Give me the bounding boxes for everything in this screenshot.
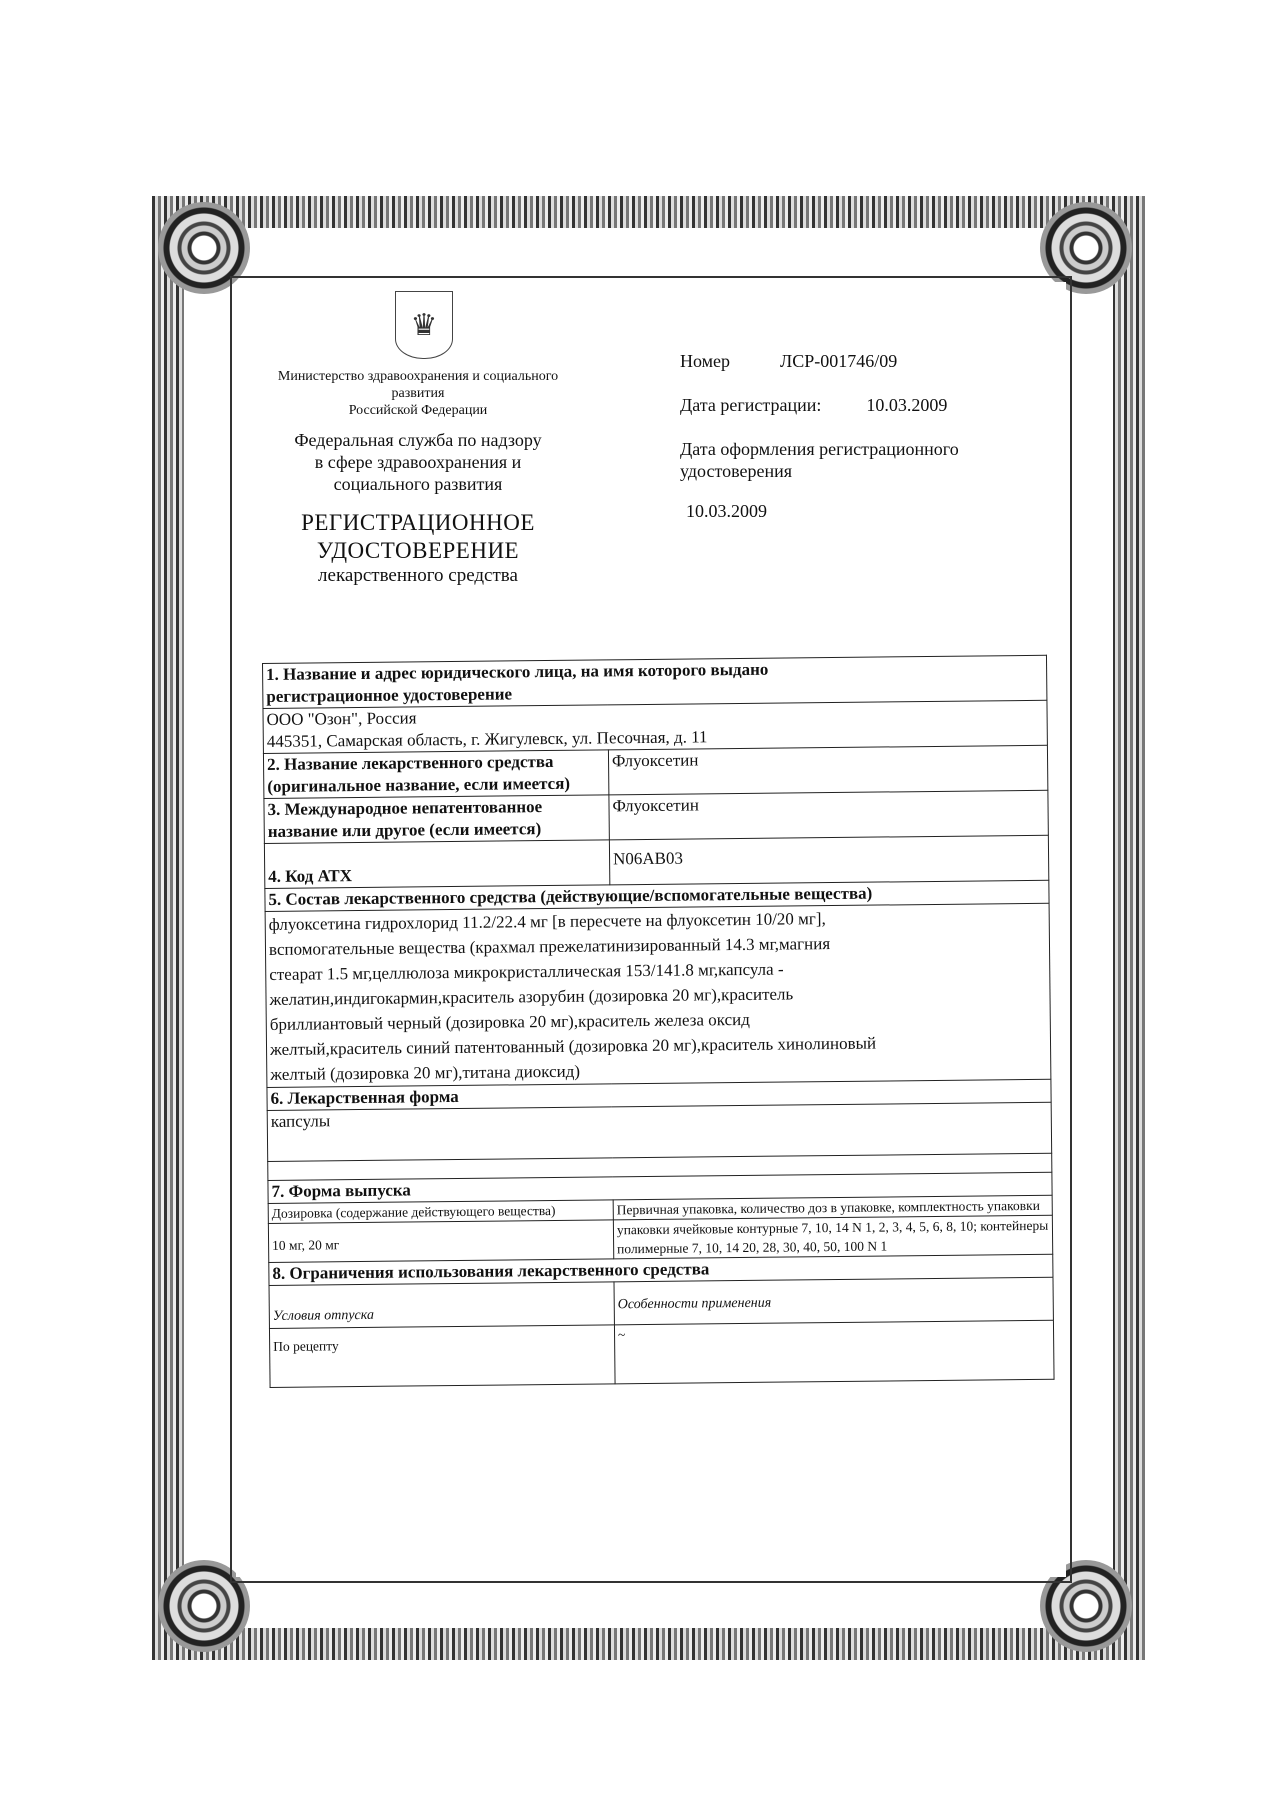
section-1-value: ООО "Озон", Россия 445351, Самарская область, г. Жигулевск, ул. Песочная, д. 11 [263,700,1047,753]
coat-of-arms-icon: ♛ [395,291,453,359]
section-6-title: 6. Лекарственная форма [267,1079,1051,1110]
corner-ornament-icon [158,202,250,294]
section-7-values: 10 мг, 20 мг упаковки ячейковые контурные 7, 10, 14 N 1, 2, 3, 4, 5, 6, 8, 10; контейнеры полимерные 7, 10, 14 20, 28, 30, 40, 50, 100 N 1 [268,1215,1052,1262]
document-subtitle: лекарственного средства [318,565,518,586]
section-7-title: 7. Форма выпуска [268,1172,1052,1203]
issuer-header [232,368,604,587]
section-1-title: 1. Название и адрес юридического лица, на имя которого выдано регистрационное удостоверение [263,655,1047,708]
registration-info [680,350,1040,522]
section-8-values: По рецепту ~ [269,1320,1054,1387]
issue-date-value: 10.03.2009 [686,501,767,521]
section-8-headers: Условия отпуска Особенности применения [269,1277,1053,1328]
section-3: 3. Международное непатентованное название или другое (если имеется) Флуоксетин [264,790,1048,843]
section-7-headers: Дозировка (содержание действующего вещества) Первичная упаковка, количество доз в упаковке, комплектность упаковки [268,1195,1052,1223]
section-4: 4. Код АТХ N06AB03 [264,835,1048,888]
section-5-value: флуоксетина гидрохлорид 11.2/22.4 мг [в пересчете на флуоксетин 10/20 мг], вспомогательные вещества (крахмал прежелатинизированный 14.3 мг,магния стеарат 1.5 мг,целлюлоза микрокристаллическая 153/141.8 мг,капсула - желатин,индигокармин,краситель азорубин (дозировка 20 мг),краситель бриллиантовый черный (дозировка 20 мг),краситель железа оксид желтый,краситель синий патентованный (дозировка 20 мг),краситель хинолиновый желтый (дозировка 20 мг),титана диоксид) [265,903,1051,1087]
registration-number: Номер ЛСР-001746/09 [680,351,898,371]
issue-date-label: Дата оформления регистрационного удостоверения [680,439,959,481]
section-6-value: капсулы [267,1102,1051,1161]
service-name: Федеральная служба по надзору в сфере здравоохранения и социального развития [294,430,542,494]
document-title: РЕГИСТРАЦИОННОЕ УДОСТОВЕРЕНИЕ [301,510,535,563]
certificate-table [262,655,1055,1388]
section-8-title: 8. Ограничения использования лекарственного средства [269,1254,1053,1285]
ministry-name: Министерство здравоохранения и социального развития Российской Федерации [277,369,559,418]
corner-ornament-icon [1040,202,1132,294]
section-2: 2. Название лекарственного средства (оригинальное название, если имеется) Флуоксетин [263,745,1047,798]
section-5-title: 5. Состав лекарственного средства (действующие/вспомогательные вещества) [265,880,1049,911]
registration-date: Дата регистрации: 10.03.2009 [680,395,948,415]
